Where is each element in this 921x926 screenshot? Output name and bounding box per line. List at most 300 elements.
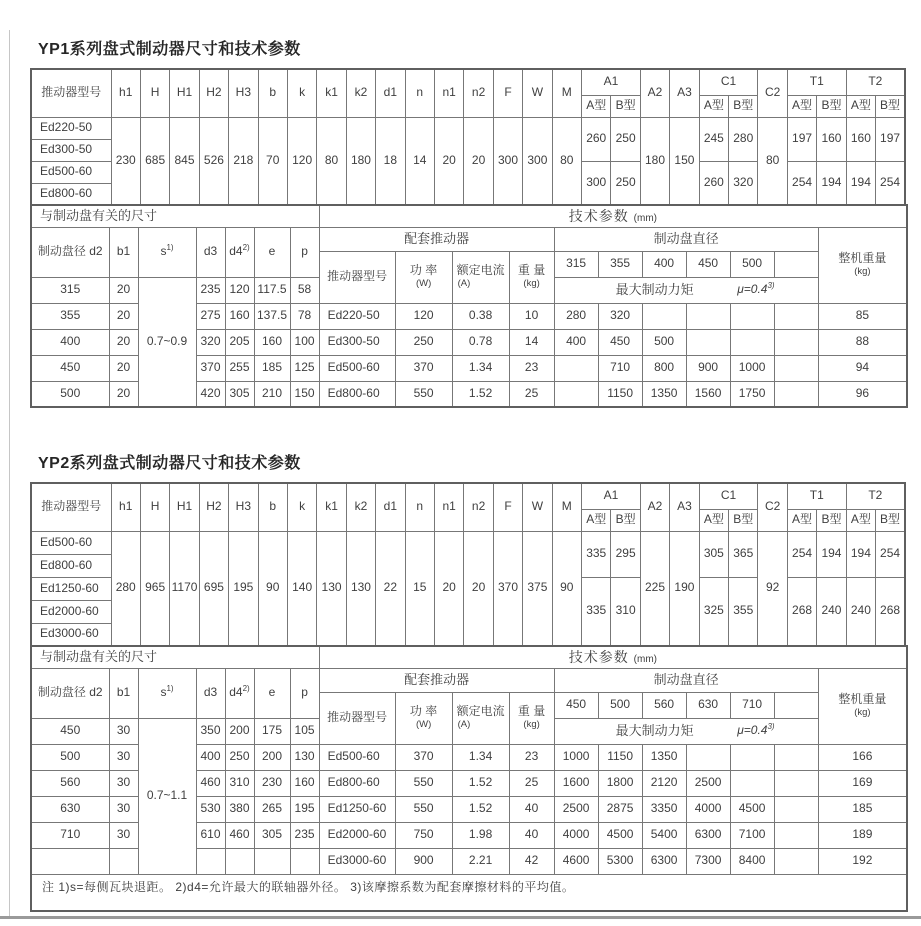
document-content [30,36,906,912]
cell: 420 [196,381,225,407]
cell: 2500 [686,770,730,796]
cell: 1.34 [452,744,509,770]
cell: 2500 [554,796,598,822]
cell: 4000 [686,796,730,822]
cell: A型 [787,95,816,117]
cell: 70 [258,117,287,205]
cell: 169 [818,770,907,796]
cell [225,848,254,874]
cell [774,744,818,770]
cell: e [254,668,290,718]
cell: 450 [598,329,642,355]
cell [730,744,774,770]
cell: T2 [846,69,905,95]
cell: 685 [140,117,169,205]
cell: 370 [493,531,522,646]
model-cell: Ed1250-60 [319,796,395,822]
model-cell: Ed3000-60 [31,623,111,646]
cell: 500 [598,692,642,718]
cell: 710 [598,355,642,381]
yp1-parameters-table [30,204,908,408]
cell: 268 [876,577,905,646]
cell: d4$^{2)}$ [225,227,254,277]
yp2-parameters-table [30,645,908,912]
cell: 1350 [642,744,686,770]
cell: 180 [346,117,375,205]
cell: 90 [258,531,287,646]
cell: 280 [111,531,140,646]
cell: 450 [31,355,109,381]
cell: 18 [376,117,405,205]
cell [642,303,686,329]
cell: 6300 [642,848,686,874]
cell: 5300 [598,848,642,874]
cell: 300 [582,161,611,205]
model-cell: Ed800-60 [31,554,111,577]
cell: 254 [876,531,905,577]
band2-cell: 制动盘直径 [554,227,818,251]
cell: B型 [611,95,640,117]
cell: 315 [554,251,598,277]
cell: F [493,69,522,117]
cell: 1.52 [452,381,509,407]
cell: h1 [111,69,140,117]
cell: 140 [287,531,316,646]
table-row [31,227,907,251]
cell: 23 [509,744,554,770]
cell: 194 [846,161,875,205]
cell: 370 [196,355,225,381]
cell: C1 [699,483,758,509]
cell: 370 [395,744,452,770]
cell: 25 [509,770,554,796]
cell: 295 [611,531,640,577]
cell: 23 [509,355,554,381]
cell [290,848,319,874]
cell: 20 [434,117,463,205]
cell: 4500 [598,822,642,848]
cell: 160 [254,329,290,355]
cell: 255 [225,355,254,381]
cell: B型 [729,509,758,531]
table-row [31,483,905,509]
yp1-dimensions-table [30,68,906,206]
cell [686,303,730,329]
cell: 630 [31,796,109,822]
cell: 750 [395,822,452,848]
cell: H3 [229,483,258,531]
table-row [31,205,907,227]
cell: 250 [395,329,452,355]
cell: 30 [109,822,138,848]
cell: 88 [818,329,907,355]
cell: A2 [640,69,669,117]
cell: A1 [582,69,641,95]
cell: H2 [199,483,228,531]
cell: 185 [254,355,290,381]
model-cell: Ed500-60 [31,161,111,183]
cell: 254 [876,161,905,205]
cell: 365 [729,531,758,577]
cell: 1000 [554,744,598,770]
cell: 310 [611,577,640,646]
note-cell: 注 1)s=每侧瓦块退距。 2)d4=允许最大的联轴器外径。 3)该摩擦系数为配套摩擦材料的平均值。 [31,874,907,911]
page-left-rule [9,30,10,916]
cell: A3 [670,483,699,531]
cell: 1.34 [452,355,509,381]
cell: p [290,668,319,718]
cell: 4600 [554,848,598,874]
model-cell: Ed500-60 [31,531,111,554]
cell: 195 [290,796,319,822]
cell: 20 [434,531,463,646]
cell: 1.98 [452,822,509,848]
cell: 335 [582,531,611,577]
model-cell: Ed300-50 [319,329,395,355]
cell: 20 [109,303,138,329]
cell: n2 [464,483,493,531]
cell: 整机重量 (kg) [818,227,907,303]
cell [554,381,598,407]
model-cell: Ed300-50 [31,139,111,161]
cell: 0.38 [452,303,509,329]
cell: 400 [196,744,225,770]
cell: n1 [434,69,463,117]
cell: 137.5 [254,303,290,329]
cell: 320 [196,329,225,355]
cell: 235 [290,822,319,848]
cell: 355 [31,303,109,329]
cell: 0.78 [452,329,509,355]
cell: 400 [642,251,686,277]
cell: 254 [787,161,816,205]
cell: b [258,69,287,117]
cell: 197 [787,117,816,161]
cell: 800 [642,355,686,381]
cell: B型 [876,509,905,531]
cell: 1.52 [452,796,509,822]
cell [109,848,138,874]
cell: 78 [290,303,319,329]
cell [730,770,774,796]
cell: 整机重量 (kg) [818,668,907,744]
cell: 58 [290,277,319,303]
cell: 205 [225,329,254,355]
cell: 80 [758,117,787,205]
cell: 85 [818,303,907,329]
model-cell: Ed2000-60 [319,822,395,848]
cell [774,329,818,355]
cell: 25 [509,381,554,407]
cell: 260 [582,117,611,161]
cell: 20 [109,277,138,303]
section-title-yp1: YP1系列盘式制动器尺寸和技术参数 [38,41,301,58]
cell: 22 [376,531,405,646]
cell: 4500 [730,796,774,822]
cell: 1170 [170,531,199,646]
page-bottom-rule [0,916,921,919]
cell: 30 [109,770,138,796]
cell: 965 [140,531,169,646]
cell: 197 [876,117,905,161]
cell: 1560 [686,381,730,407]
band2-cell: 配套推动器 [319,668,554,692]
cell: 160 [290,770,319,796]
cell: A型 [699,509,728,531]
cell [730,329,774,355]
cell: 30 [109,718,138,744]
cell [774,251,818,277]
cell: H3 [229,69,258,117]
cell: 275 [196,303,225,329]
table-row [31,874,907,911]
cell: A型 [846,509,875,531]
cell: 375 [523,531,552,646]
cell [774,692,818,718]
model-cell: Ed220-50 [31,117,111,139]
cell: 195 [229,531,258,646]
cell: 610 [196,822,225,848]
cell: 150 [290,381,319,407]
cell: 10 [509,303,554,329]
cell: 300 [523,117,552,205]
cell: 254 [787,531,816,577]
cell: C2 [758,69,787,117]
cell: 120 [395,303,452,329]
cell: 526 [199,117,228,205]
cell: 94 [818,355,907,381]
cell: 120 [225,277,254,303]
cell: 250 [225,744,254,770]
cell: 20 [109,355,138,381]
cell: T2 [846,483,905,509]
cell: k2 [346,483,375,531]
cell: 130 [290,744,319,770]
cell: 500 [730,251,774,277]
cell: 功 率 (W) [395,251,452,303]
cell: 710 [31,822,109,848]
cell: 450 [554,692,598,718]
cell [686,744,730,770]
cell: 1150 [598,381,642,407]
cell: 260 [699,161,728,205]
cell [774,381,818,407]
band2-cell: 制动盘直径 [554,668,818,692]
cell: d3 [196,227,225,277]
cell: 250 [611,117,640,161]
cell: 最大制动力矩 $\mu=0.4^{3)}$ [554,277,818,303]
cell [31,848,109,874]
cell: A3 [670,69,699,117]
cell: 460 [196,770,225,796]
cell: 100 [290,329,319,355]
cell: 189 [818,822,907,848]
cell: 2875 [598,796,642,822]
cell: 1.52 [452,770,509,796]
cell: 225 [640,531,669,646]
cell: 重 量 (kg) [509,692,554,744]
band-cell: 与制动盘有关的尺寸 [31,205,319,227]
cell: 265 [254,796,290,822]
cell: p [290,227,319,277]
cell [774,822,818,848]
cell: 310 [225,770,254,796]
model-cell: Ed2000-60 [31,600,111,623]
model-cell: Ed800-60 [31,183,111,205]
cell: 166 [818,744,907,770]
model-cell: Ed500-60 [319,355,395,381]
cell: 重 量 (kg) [509,251,554,303]
cell: 280 [554,303,598,329]
cell: 380 [225,796,254,822]
cell: T1 [787,69,846,95]
table-row [31,117,905,139]
cell: C1 [699,69,758,95]
cell: $s^{1)}$ [138,227,196,277]
cell: B型 [876,95,905,117]
cell [774,770,818,796]
cell: b1 [109,227,138,277]
cell: 500 [31,381,109,407]
cell: 推动器型号 [319,251,395,303]
cell: 160 [817,117,846,161]
cell: 80 [552,117,581,205]
cell: 400 [554,329,598,355]
cell: 268 [787,577,816,646]
cell: 1800 [598,770,642,796]
cell: 160 [225,303,254,329]
cell: 130 [317,531,346,646]
cell: 120 [287,117,316,205]
cell: 192 [818,848,907,874]
cell: 20 [464,117,493,205]
cell: 30 [109,744,138,770]
cell: 194 [817,531,846,577]
cell: 42 [509,848,554,874]
cell: 5400 [642,822,686,848]
cell: W [523,483,552,531]
cell: 1600 [554,770,598,796]
cell: 218 [229,117,258,205]
cell: A型 [787,509,816,531]
cell: M [552,483,581,531]
cell: 4000 [554,822,598,848]
cell: B型 [611,509,640,531]
cell: 230 [111,117,140,205]
cell: 194 [846,531,875,577]
cell: d3 [196,668,225,718]
cell: 130 [346,531,375,646]
cell: 117.5 [254,277,290,303]
cell: 325 [699,577,728,646]
cell: 320 [598,303,642,329]
model-cell: Ed220-50 [319,303,395,329]
cell [774,355,818,381]
cell: 推动器型号 [31,483,111,531]
cell: 制动盘径 d2 [31,668,109,718]
cell: F [493,483,522,531]
band-cell: 与制动盘有关的尺寸 [31,646,319,668]
cell: A型 [582,95,611,117]
cell: 7100 [730,822,774,848]
band2-cell: 配套推动器 [319,227,554,251]
cell: n2 [464,69,493,117]
cell: A型 [582,509,611,531]
cell: 190 [670,531,699,646]
cell: 695 [199,531,228,646]
cell: 6300 [686,822,730,848]
cell: A型 [846,95,875,117]
cell: 250 [611,161,640,205]
cell: H1 [170,69,199,117]
cell: 240 [817,577,846,646]
cell: 245 [699,117,728,161]
cell: 20 [464,531,493,646]
cell: 335 [582,577,611,646]
cell: 15 [405,531,434,646]
cell: 1350 [642,381,686,407]
cell: n1 [434,483,463,531]
cell: T1 [787,483,846,509]
table-row [31,531,905,554]
cell: k1 [317,69,346,117]
cell: 0.7~0.9 [138,277,196,407]
cell: 530 [196,796,225,822]
cell: d4$^{2)}$ [225,668,254,718]
cell: 350 [196,718,225,744]
cell: 305 [699,531,728,577]
cell: H1 [170,483,199,531]
cell: A1 [582,483,641,509]
cell: 900 [686,355,730,381]
cell: 560 [31,770,109,796]
cell: 14 [509,329,554,355]
cell: 最大制动力矩 $\mu=0.4^{3)}$ [554,718,818,744]
cell: 560 [642,692,686,718]
cell: k [287,69,316,117]
cell: 92 [758,531,787,646]
cell: 200 [225,718,254,744]
cell: A2 [640,483,669,531]
cell: 80 [317,117,346,205]
cell: 1150 [598,744,642,770]
cell: 900 [395,848,452,874]
cell: 2120 [642,770,686,796]
cell: 355 [598,251,642,277]
cell: 235 [196,277,225,303]
table-row [31,69,905,95]
cell: d1 [376,69,405,117]
cell: A型 [699,95,728,117]
cell: $s^{1)}$ [138,668,196,718]
cell: k2 [346,69,375,117]
cell: H [140,69,169,117]
cell: k [287,483,316,531]
cell: d1 [376,483,405,531]
cell: 20 [109,329,138,355]
cell: n [405,483,434,531]
cell: 305 [254,822,290,848]
cell: 40 [509,796,554,822]
cell: 125 [290,355,319,381]
cell: 30 [109,796,138,822]
table-row [31,646,907,668]
cell: k1 [317,483,346,531]
cell: 240 [846,577,875,646]
cell: 20 [109,381,138,407]
cell [774,796,818,822]
cell: 400 [31,329,109,355]
